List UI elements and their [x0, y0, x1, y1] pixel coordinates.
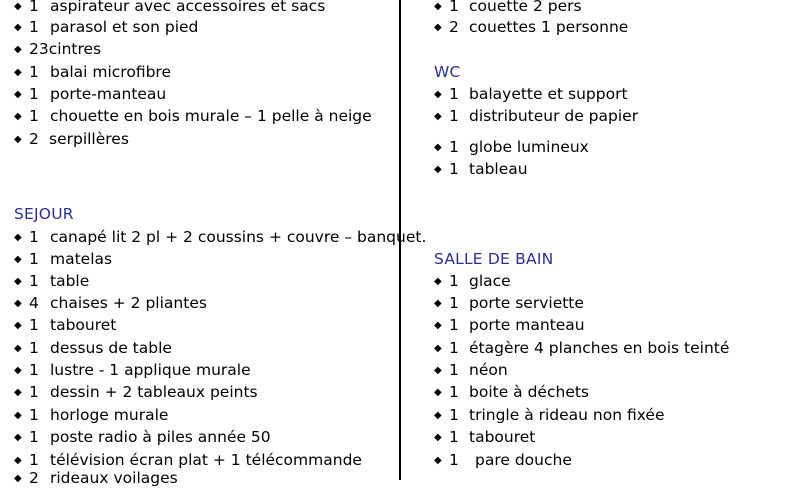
list-item: ◆ 1 pare douche	[434, 449, 572, 471]
bullet-icon: ◆	[14, 89, 22, 100]
list-item: ◆ 1 glace	[434, 270, 511, 292]
bullet-icon: ◆	[434, 343, 442, 354]
bullet-icon: ◆	[434, 410, 442, 421]
list-item: ◆ 1 balai microfibre	[14, 61, 171, 83]
bullet-icon: ◆	[14, 44, 22, 55]
list-item: ◆ 1 étagère 4 planches en bois teinté	[434, 337, 729, 359]
bullet-icon: ◆	[434, 387, 442, 398]
list-item: ◆ 4 chaises + 2 pliantes	[14, 292, 207, 314]
bullet-icon: ◆	[14, 134, 22, 145]
bullet-icon: ◆	[434, 320, 442, 331]
bullet-icon: ◆	[14, 276, 22, 287]
list-item: ◆ 1 canapé lit 2 pl + 2 coussins + couvre – banquet.	[14, 226, 426, 248]
bullet-icon: ◆	[434, 298, 442, 309]
list-item: ◆ 1 porte manteau	[434, 314, 585, 336]
bullet-icon: ◆	[434, 22, 442, 33]
list-item: ◆ 1 couette 2 pers	[434, 0, 582, 17]
bullet-icon: ◆	[434, 432, 442, 443]
bullet-icon: ◆	[14, 254, 22, 265]
bullet-icon: ◆	[14, 67, 22, 78]
list-item: ◆ 1 boite à déchets	[434, 381, 589, 403]
list-item: ◆ 1 tableau	[434, 158, 528, 180]
bullet-icon: ◆	[14, 22, 22, 33]
bullet-icon: ◆	[14, 343, 22, 354]
list-item: ◆ 1 porte serviette	[434, 292, 584, 314]
list-item: ◆ 1 néon	[434, 359, 508, 381]
bullet-icon: ◆	[14, 365, 22, 376]
bullet-icon: ◆	[14, 410, 22, 421]
section-heading-wc: WC	[434, 63, 461, 81]
list-item: ◆ 2 rideaux voilages	[14, 467, 178, 489]
list-item: ◆ 1 tabouret	[14, 314, 116, 336]
list-item: ◆ 1 porte-manteau	[14, 83, 166, 105]
bullet-icon: ◆	[14, 232, 22, 243]
bullet-icon: ◆	[434, 455, 442, 466]
bullet-icon: ◆	[14, 473, 22, 484]
bullet-icon: ◆	[14, 1, 22, 12]
bullet-icon: ◆	[434, 89, 442, 100]
list-item: ◆ 1 dessus de table	[14, 337, 172, 359]
bullet-icon: ◆	[14, 320, 22, 331]
bullet-icon: ◆	[14, 455, 22, 466]
list-item: ◆ 1 globe lumineux	[434, 136, 589, 158]
bullet-icon: ◆	[434, 1, 442, 12]
list-item: ◆ 23cintres	[14, 38, 101, 60]
list-item: ◆ 1 tabouret	[434, 426, 535, 448]
list-item: ◆ 2 serpillères	[14, 128, 129, 150]
list-item: ◆ 1 lustre - 1 applique murale	[14, 359, 251, 381]
bullet-icon: ◆	[14, 432, 22, 443]
list-item: ◆ 1 tringle à rideau non fixée	[434, 404, 665, 426]
section-heading-salle-de-bain: SALLE DE BAIN	[434, 250, 554, 268]
list-item: ◆ 1 aspirateur avec accessoires et sacs	[14, 0, 325, 17]
list-item: ◆ 1 distributeur de papier	[434, 105, 638, 127]
list-item: ◆ 1 télévision écran plat + 1 télécommande	[14, 449, 362, 471]
list-item: ◆ 1 horloge murale	[14, 404, 168, 426]
bullet-icon: ◆	[434, 365, 442, 376]
bullet-icon: ◆	[14, 111, 22, 122]
bullet-icon: ◆	[434, 276, 442, 287]
list-item: ◆ 2 couettes 1 personne	[434, 16, 628, 38]
bullet-icon: ◆	[434, 111, 442, 122]
list-item: ◆ 1 balayette et support	[434, 83, 628, 105]
bullet-icon: ◆	[434, 142, 442, 153]
bullet-icon: ◆	[14, 387, 22, 398]
bullet-icon: ◆	[14, 298, 22, 309]
list-item: ◆ 1 chouette en bois murale – 1 pelle à neige	[14, 105, 372, 127]
list-item: ◆ 1 parasol et son pied	[14, 16, 198, 38]
list-item: ◆ 1 dessin + 2 tableaux peints	[14, 381, 258, 403]
list-item: ◆ 1 poste radio à piles année 50	[14, 426, 271, 448]
bullet-icon: ◆	[434, 164, 442, 175]
section-heading-sejour: SEJOUR	[14, 205, 74, 223]
list-item: ◆ 1 matelas	[14, 248, 112, 270]
list-item: ◆ 1 table	[14, 270, 89, 292]
